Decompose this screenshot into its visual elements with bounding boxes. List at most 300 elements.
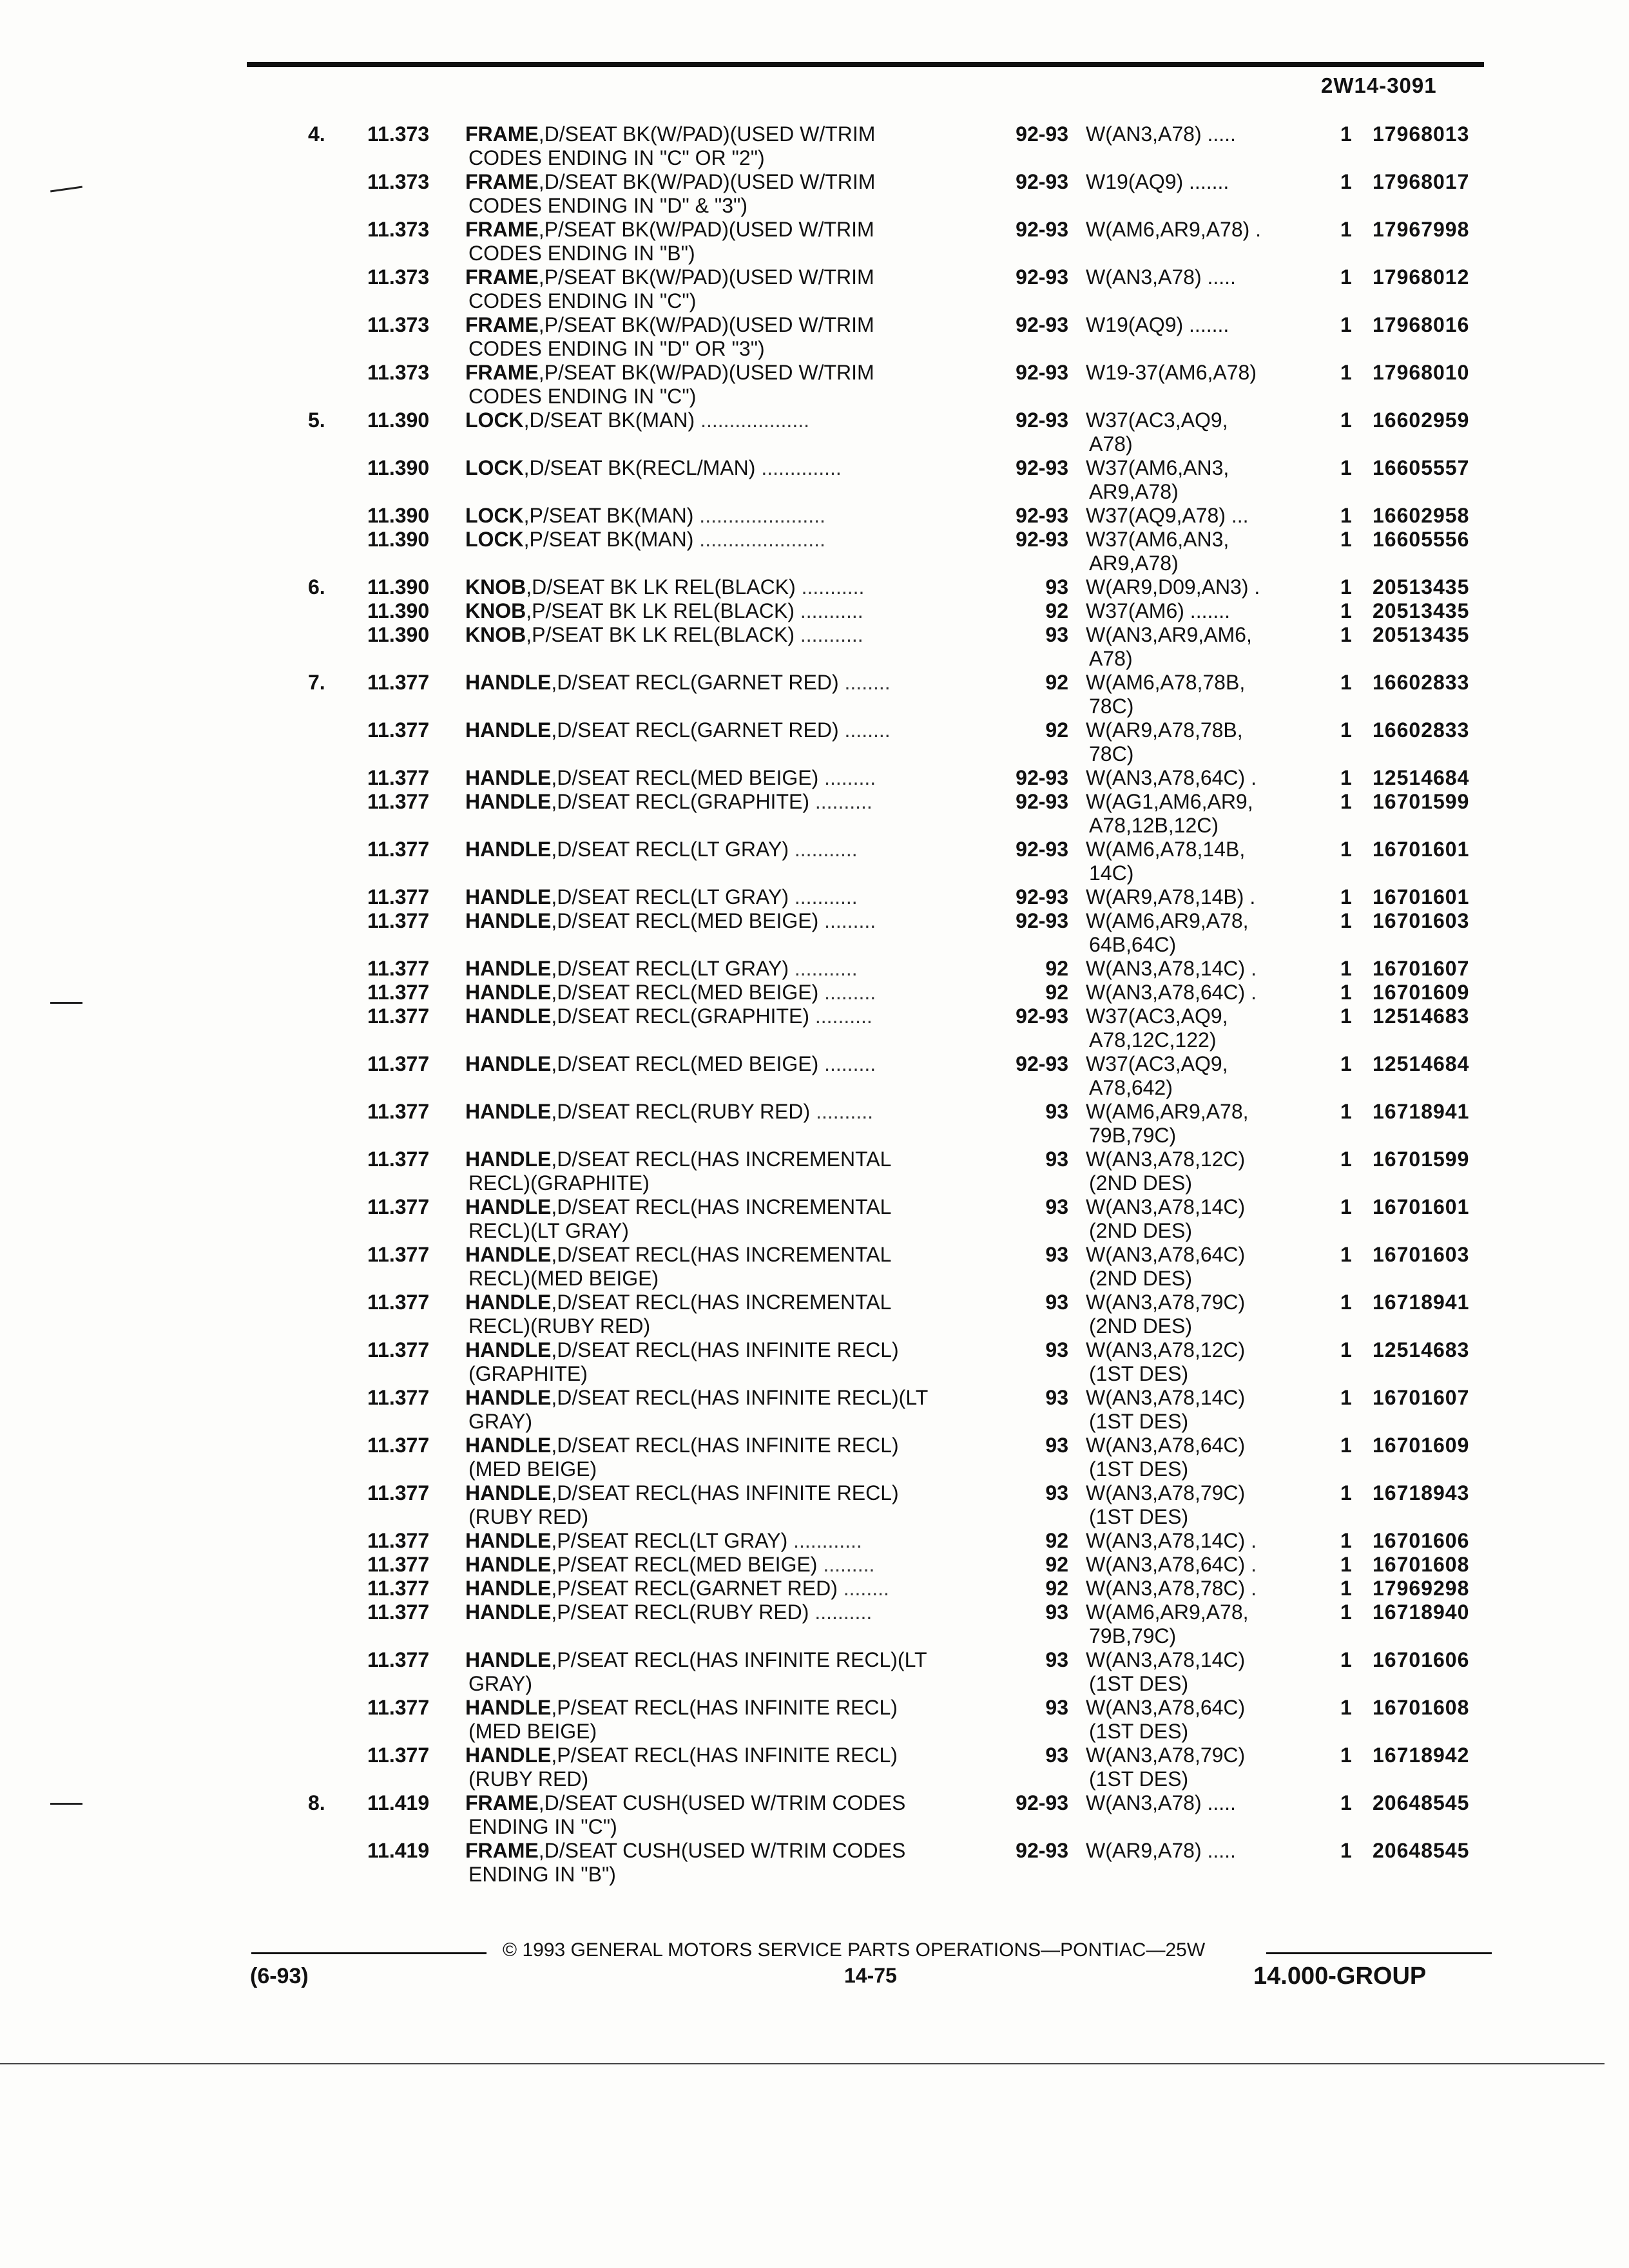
part-detail: ,D/SEAT RECL(GARNET RED) [551, 718, 839, 742]
table-row-continuation [0, 1028, 1629, 1052]
description-continuation: CODES ENDING IN "C") [468, 289, 697, 312]
application: W(AN3,A78,79C) [1086, 1744, 1246, 1767]
part-number: 16605557 [1373, 456, 1470, 479]
leader-dots: ......... [818, 1052, 876, 1075]
quantity: 1 [1340, 1052, 1352, 1075]
group-number: 11.377 [367, 1529, 430, 1552]
part-number: 20513435 [1373, 623, 1470, 646]
item-number: 7. [308, 671, 325, 694]
part-name: FRAME [465, 1791, 539, 1814]
table-row-continuation [0, 1410, 1629, 1434]
part-name: HANDLE [465, 790, 552, 813]
group-number: 11.377 [367, 1386, 430, 1409]
table-row [0, 1100, 1629, 1124]
part-number: 17968012 [1373, 265, 1470, 289]
part-detail: ,D/SEAT RECL(GRAPHITE) [551, 790, 809, 813]
table-row [0, 909, 1629, 933]
application: W37(AC3,AQ9, [1086, 408, 1228, 432]
application-continuation: 78C) [1089, 695, 1134, 718]
part-name: KNOB [465, 599, 526, 622]
part-description [465, 313, 874, 337]
part-detail: ,D/SEAT RECL(RUBY RED) [551, 1100, 811, 1123]
group-number: 11.377 [367, 766, 430, 789]
part-description [465, 671, 891, 695]
group-number: 11.377 [367, 1553, 430, 1576]
part-number: 16701607 [1373, 957, 1470, 980]
application: W(AM6,AR9,A78, [1086, 1100, 1249, 1123]
description-continuation: (MED BEIGE) [468, 1720, 597, 1743]
model-year: 92 [1045, 599, 1068, 622]
part-name: HANDLE [465, 1195, 552, 1218]
application: W(AN3,A78) ..... [1086, 1791, 1236, 1814]
part-number: 16701607 [1373, 1386, 1470, 1409]
application: W(AN3,A78,64C) [1086, 1696, 1246, 1719]
model-year: 92-93 [1016, 790, 1068, 813]
application: W(AM6,AR9,A78, [1086, 1600, 1249, 1624]
table-row [0, 718, 1629, 742]
table-row-continuation [0, 242, 1629, 265]
quantity: 1 [1340, 885, 1352, 908]
part-detail: ,D/SEAT RECL(LT GRAY) [551, 957, 789, 980]
quantity: 1 [1340, 957, 1352, 980]
application-continuation: AR9,A78) [1089, 480, 1179, 503]
application-continuation: (1ST DES) [1089, 1505, 1189, 1528]
leader-dots: .......... [809, 790, 872, 813]
part-detail: ,P/SEAT RECL(HAS INFINITE RECL) [551, 1696, 898, 1719]
part-detail: ,D/SEAT BK LK REL(BLACK) [526, 575, 796, 599]
part-name: HANDLE [465, 1600, 552, 1624]
part-description [465, 981, 876, 1004]
part-detail: ,P/SEAT RECL(MED BEIGE) [551, 1553, 818, 1576]
leader-dots: ........... [789, 885, 858, 908]
part-description [465, 1481, 899, 1505]
table-row [0, 361, 1629, 385]
part-detail: ,P/SEAT RECL(HAS INFINITE RECL)(LT [551, 1648, 927, 1671]
table-row [0, 1696, 1629, 1720]
model-year: 93 [1045, 1291, 1068, 1314]
table-row [0, 218, 1629, 242]
description-continuation: (RUBY RED) [468, 1767, 589, 1791]
table-row-continuation [0, 1124, 1629, 1148]
part-detail: ,D/SEAT RECL(MED BEIGE) [551, 909, 819, 932]
part-name: HANDLE [465, 1648, 552, 1671]
part-number: 16718941 [1373, 1100, 1470, 1123]
leader-dots: ............ [787, 1529, 862, 1552]
part-description [465, 1600, 872, 1624]
group-number: 11.377 [367, 718, 430, 742]
description-continuation: RECL)(RUBY RED) [468, 1314, 651, 1338]
application: W(AN3,A78,64C) . [1086, 1553, 1257, 1576]
table-row [0, 1553, 1629, 1577]
part-number: 16701599 [1373, 790, 1470, 813]
group-number: 11.390 [367, 456, 430, 479]
quantity: 1 [1340, 1529, 1352, 1552]
table-row-continuation [0, 146, 1629, 170]
application: W(AN3,A78,64C) . [1086, 981, 1257, 1004]
application-continuation: AR9,A78) [1089, 552, 1179, 575]
application: W37(AM6,AN3, [1086, 456, 1229, 479]
table-row [0, 1338, 1629, 1362]
model-year: 92-93 [1016, 170, 1068, 193]
quantity: 1 [1340, 1577, 1352, 1600]
quantity: 1 [1340, 1434, 1352, 1457]
application-continuation: 64B,64C) [1089, 933, 1177, 956]
table-row-continuation [0, 1624, 1629, 1648]
part-name: HANDLE [465, 1052, 552, 1075]
part-name: HANDLE [465, 1577, 552, 1600]
part-number: 16701606 [1373, 1529, 1470, 1552]
part-description [465, 218, 874, 242]
description-continuation: GRAY) [468, 1410, 532, 1433]
group-number: 11.377 [367, 885, 430, 908]
application-continuation: A78,12C,122) [1089, 1028, 1217, 1052]
part-description [465, 957, 858, 981]
part-number: 16718942 [1373, 1744, 1470, 1767]
part-number: 12514684 [1373, 1052, 1470, 1075]
part-name: KNOB [465, 623, 526, 646]
application-continuation: (1ST DES) [1089, 1362, 1189, 1385]
model-year: 92-93 [1016, 909, 1068, 932]
model-year: 92 [1045, 671, 1068, 694]
table-row [0, 1148, 1629, 1171]
application: W(AR9,A78,78B, [1086, 718, 1243, 742]
table-row-continuation [0, 385, 1629, 408]
leader-dots: ......... [818, 766, 876, 789]
header-rule [247, 62, 1484, 67]
application: W(AM6,AR9,A78) . [1086, 218, 1262, 241]
table-row-continuation [0, 1720, 1629, 1744]
leader-dots: ........ [838, 718, 891, 742]
part-detail: ,P/SEAT BK LK REL(BLACK) [526, 599, 795, 622]
quantity: 1 [1340, 170, 1352, 193]
group-number: 11.377 [367, 1148, 430, 1171]
part-number: 16701608 [1373, 1696, 1470, 1719]
description-continuation: CODES ENDING IN "D" OR "3") [468, 337, 765, 360]
part-number: 16701606 [1373, 1648, 1470, 1671]
application-continuation: (1ST DES) [1089, 1410, 1189, 1433]
part-number: 16602833 [1373, 718, 1470, 742]
application: W(AR9,D09,AN3) . [1086, 575, 1260, 599]
application: W(AN3,A78,14C) [1086, 1195, 1246, 1218]
group-number: 11.377 [367, 1291, 430, 1314]
quantity: 1 [1340, 1553, 1352, 1576]
part-number: 16701609 [1373, 1434, 1470, 1457]
application: W37(AC3,AQ9, [1086, 1052, 1228, 1075]
quantity: 1 [1340, 528, 1352, 551]
part-description [465, 1553, 874, 1577]
part-number: 12514683 [1373, 1004, 1470, 1028]
application-continuation: 79B,79C) [1089, 1624, 1177, 1648]
table-row [0, 1577, 1629, 1600]
application: W37(AM6,AN3, [1086, 528, 1229, 551]
part-description [465, 265, 874, 289]
part-name: HANDLE [465, 909, 552, 932]
part-number: 16602833 [1373, 671, 1470, 694]
quantity: 1 [1340, 1648, 1352, 1671]
quantity: 1 [1340, 599, 1352, 622]
part-description [465, 838, 858, 861]
part-number: 20648545 [1373, 1791, 1470, 1814]
leader-dots: ........... [789, 838, 858, 861]
application: W(AN3,AR9,AM6, [1086, 623, 1252, 646]
part-detail: ,P/SEAT BK(W/PAD)(USED W/TRIM [538, 218, 874, 241]
part-description [465, 1744, 898, 1767]
model-year: 92-93 [1016, 1791, 1068, 1814]
table-row-continuation [0, 432, 1629, 456]
part-detail: ,P/SEAT BK(MAN) [523, 504, 694, 527]
part-description [465, 1195, 891, 1219]
application: W(AG1,AM6,AR9, [1086, 790, 1253, 813]
application: W(AN3,A78) ..... [1086, 122, 1236, 146]
quantity: 1 [1340, 313, 1352, 336]
quantity: 1 [1340, 408, 1352, 432]
item-number: 6. [308, 575, 325, 599]
quantity: 1 [1340, 265, 1352, 289]
group-number: 11.377 [367, 1577, 430, 1600]
part-description [465, 766, 876, 790]
application-continuation: 79B,79C) [1089, 1124, 1177, 1147]
table-row [0, 1386, 1629, 1410]
model-year: 93 [1045, 1696, 1068, 1719]
leader-dots: ........ [838, 671, 891, 694]
part-name: HANDLE [465, 1148, 552, 1171]
table-row [0, 1481, 1629, 1505]
table-row-continuation [0, 1362, 1629, 1386]
group-number: 11.377 [367, 909, 430, 932]
part-detail: ,D/SEAT RECL(LT GRAY) [551, 885, 789, 908]
application-continuation: (1ST DES) [1089, 1672, 1189, 1695]
quantity: 1 [1340, 671, 1352, 694]
part-number: 16701601 [1373, 885, 1470, 908]
part-name: FRAME [465, 1839, 539, 1862]
parts-table [0, 122, 1629, 1887]
group-number: 11.377 [367, 981, 430, 1004]
footer-page-number: 14-75 [844, 1964, 897, 1987]
table-row [0, 766, 1629, 790]
model-year: 93 [1045, 1648, 1068, 1671]
application: W(AN3,A78,78C) . [1086, 1577, 1257, 1600]
part-detail: ,D/SEAT BK(W/PAD)(USED W/TRIM [538, 170, 876, 193]
model-year: 92-93 [1016, 265, 1068, 289]
part-description [465, 718, 891, 742]
part-description [465, 1577, 889, 1600]
model-year: 92 [1045, 957, 1068, 980]
group-number: 11.373 [367, 122, 430, 146]
group-number: 11.377 [367, 1481, 430, 1504]
description-continuation: RECL)(GRAPHITE) [468, 1171, 650, 1195]
part-detail: ,D/SEAT RECL(MED BEIGE) [551, 1052, 819, 1075]
table-row [0, 981, 1629, 1004]
table-row-continuation [0, 933, 1629, 957]
model-year: 93 [1045, 1744, 1068, 1767]
table-row [0, 1243, 1629, 1267]
leader-dots: ........ [837, 1577, 889, 1600]
table-row [0, 122, 1629, 146]
part-detail: ,D/SEAT RECL(GARNET RED) [551, 671, 839, 694]
table-row-continuation [0, 742, 1629, 766]
leader-dots: ........... [794, 623, 863, 646]
part-name: HANDLE [465, 981, 552, 1004]
part-number: 17968013 [1373, 122, 1470, 146]
application-continuation: A78) [1089, 647, 1133, 670]
part-detail: ,D/SEAT RECL(HAS INFINITE RECL) [551, 1338, 899, 1361]
table-row-continuation [0, 647, 1629, 671]
part-description [465, 1052, 876, 1076]
application: W(AN3,A78,14C) [1086, 1386, 1246, 1409]
model-year: 93 [1045, 1386, 1068, 1409]
part-name: HANDLE [465, 1386, 552, 1409]
application: W(AN3,A78,12C) [1086, 1148, 1246, 1171]
part-detail: ,D/SEAT RECL(MED BEIGE) [551, 981, 819, 1004]
quantity: 1 [1340, 1481, 1352, 1504]
part-name: FRAME [465, 361, 539, 384]
part-number: 12514684 [1373, 766, 1470, 789]
part-name: LOCK [465, 528, 524, 551]
binder-mark [0, 2063, 1605, 2064]
model-year: 92-93 [1016, 313, 1068, 336]
quantity: 1 [1340, 575, 1352, 599]
table-row-continuation [0, 1767, 1629, 1791]
part-detail: ,D/SEAT CUSH(USED W/TRIM CODES [538, 1839, 906, 1862]
part-number: 16701603 [1373, 1243, 1470, 1266]
part-description [465, 1791, 905, 1815]
part-name: HANDLE [465, 1243, 552, 1266]
quantity: 1 [1340, 1338, 1352, 1361]
model-year: 92 [1045, 718, 1068, 742]
part-description [465, 1100, 873, 1124]
part-name: HANDLE [465, 718, 552, 742]
part-description [465, 361, 874, 385]
application: W(AN3,A78,79C) [1086, 1291, 1246, 1314]
model-year: 93 [1045, 575, 1068, 599]
table-row [0, 1529, 1629, 1553]
part-name: FRAME [465, 218, 539, 241]
part-description [465, 790, 872, 814]
part-description [465, 504, 825, 528]
table-row [0, 1052, 1629, 1076]
application: W(AR9,A78,14B) . [1086, 885, 1256, 908]
table-row [0, 1195, 1629, 1219]
table-row [0, 1600, 1629, 1624]
part-detail: ,D/SEAT RECL(GRAPHITE) [551, 1004, 809, 1028]
table-row [0, 456, 1629, 480]
part-description [465, 456, 842, 480]
leader-dots: ................... [695, 408, 809, 432]
table-row [0, 408, 1629, 432]
model-year: 93 [1045, 1600, 1068, 1624]
description-continuation: CODES ENDING IN "C") [468, 385, 697, 408]
part-detail: ,D/SEAT BK(MAN) [523, 408, 695, 432]
application: W37(AC3,AQ9, [1086, 1004, 1228, 1028]
application-continuation: (2ND DES) [1089, 1267, 1193, 1290]
quantity: 1 [1340, 1744, 1352, 1767]
part-name: HANDLE [465, 1338, 552, 1361]
item-number: 4. [308, 122, 325, 146]
group-number: 11.377 [367, 1600, 430, 1624]
part-detail: ,P/SEAT RECL(LT GRAY) [551, 1529, 788, 1552]
part-description [465, 909, 876, 933]
group-number: 11.419 [367, 1791, 430, 1814]
table-row [0, 528, 1629, 552]
application-continuation: (1ST DES) [1089, 1720, 1189, 1743]
part-number: 16718940 [1373, 1600, 1470, 1624]
table-row-continuation [0, 814, 1629, 838]
part-number: 17969298 [1373, 1577, 1470, 1600]
part-number: 17968016 [1373, 313, 1470, 336]
footer-rule-left [251, 1952, 487, 1954]
leader-dots: .......... [810, 1100, 873, 1123]
part-description [465, 885, 858, 909]
part-detail: ,D/SEAT RECL(HAS INFINITE RECL) [551, 1481, 899, 1504]
table-row [0, 599, 1629, 623]
quantity: 1 [1340, 1243, 1352, 1266]
application: W(AN3,A78,64C) [1086, 1434, 1246, 1457]
part-name: HANDLE [465, 1291, 552, 1314]
group-number: 11.377 [367, 838, 430, 861]
part-name: LOCK [465, 456, 524, 479]
application-continuation: (2ND DES) [1089, 1314, 1193, 1338]
application: W(AN3,A78,64C) . [1086, 766, 1257, 789]
leader-dots: ......... [818, 981, 876, 1004]
description-continuation: (RUBY RED) [468, 1505, 589, 1528]
part-description [465, 122, 875, 146]
group-number: 11.373 [367, 218, 430, 241]
model-year: 93 [1045, 623, 1068, 646]
application-continuation: (2ND DES) [1089, 1171, 1193, 1195]
part-name: KNOB [465, 575, 526, 599]
part-description [465, 623, 863, 647]
table-row [0, 575, 1629, 599]
quantity: 1 [1340, 1195, 1352, 1218]
quantity: 1 [1340, 623, 1352, 646]
quantity: 1 [1340, 766, 1352, 789]
description-continuation: ENDING IN "B") [468, 1863, 616, 1886]
part-description [465, 1839, 905, 1863]
part-name: HANDLE [465, 1481, 552, 1504]
part-name: HANDLE [465, 671, 552, 694]
application: W19-37(AM6,A78) [1086, 361, 1257, 384]
part-name: HANDLE [465, 1529, 552, 1552]
application-continuation: (1ST DES) [1089, 1767, 1189, 1791]
part-description [465, 599, 863, 623]
part-detail: ,D/SEAT RECL(HAS INCREMENTAL [551, 1243, 892, 1266]
quantity: 1 [1340, 1386, 1352, 1409]
application-continuation: 78C) [1089, 742, 1134, 765]
binder-mark [50, 1803, 82, 1805]
part-description [465, 1004, 872, 1028]
part-number: 16701608 [1373, 1553, 1470, 1576]
model-year: 92-93 [1016, 456, 1068, 479]
quantity: 1 [1340, 1004, 1352, 1028]
part-number: 17968017 [1373, 170, 1470, 193]
part-number: 12514683 [1373, 1338, 1470, 1361]
part-name: LOCK [465, 504, 524, 527]
part-detail: ,D/SEAT RECL(HAS INFINITE RECL) [551, 1434, 899, 1457]
quantity: 1 [1340, 1148, 1352, 1171]
item-number: 5. [308, 408, 325, 432]
group-number: 11.390 [367, 623, 430, 646]
footer-group: 14.000-GROUP [1253, 1963, 1427, 1990]
leader-dots: ........... [794, 599, 863, 622]
application: W(AN3,A78,12C) [1086, 1338, 1246, 1361]
footer-copyright: © 1993 GENERAL MOTORS SERVICE PARTS OPERATIONS—PONTIAC—25W [503, 1939, 1206, 1961]
application-continuation: 14C) [1089, 861, 1134, 885]
part-detail: ,P/SEAT RECL(GARNET RED) [551, 1577, 838, 1600]
part-description [465, 170, 875, 194]
part-detail: ,D/SEAT RECL(LT GRAY) [551, 838, 789, 861]
application: W(AN3,A78,79C) [1086, 1481, 1246, 1504]
part-name: LOCK [465, 408, 524, 432]
